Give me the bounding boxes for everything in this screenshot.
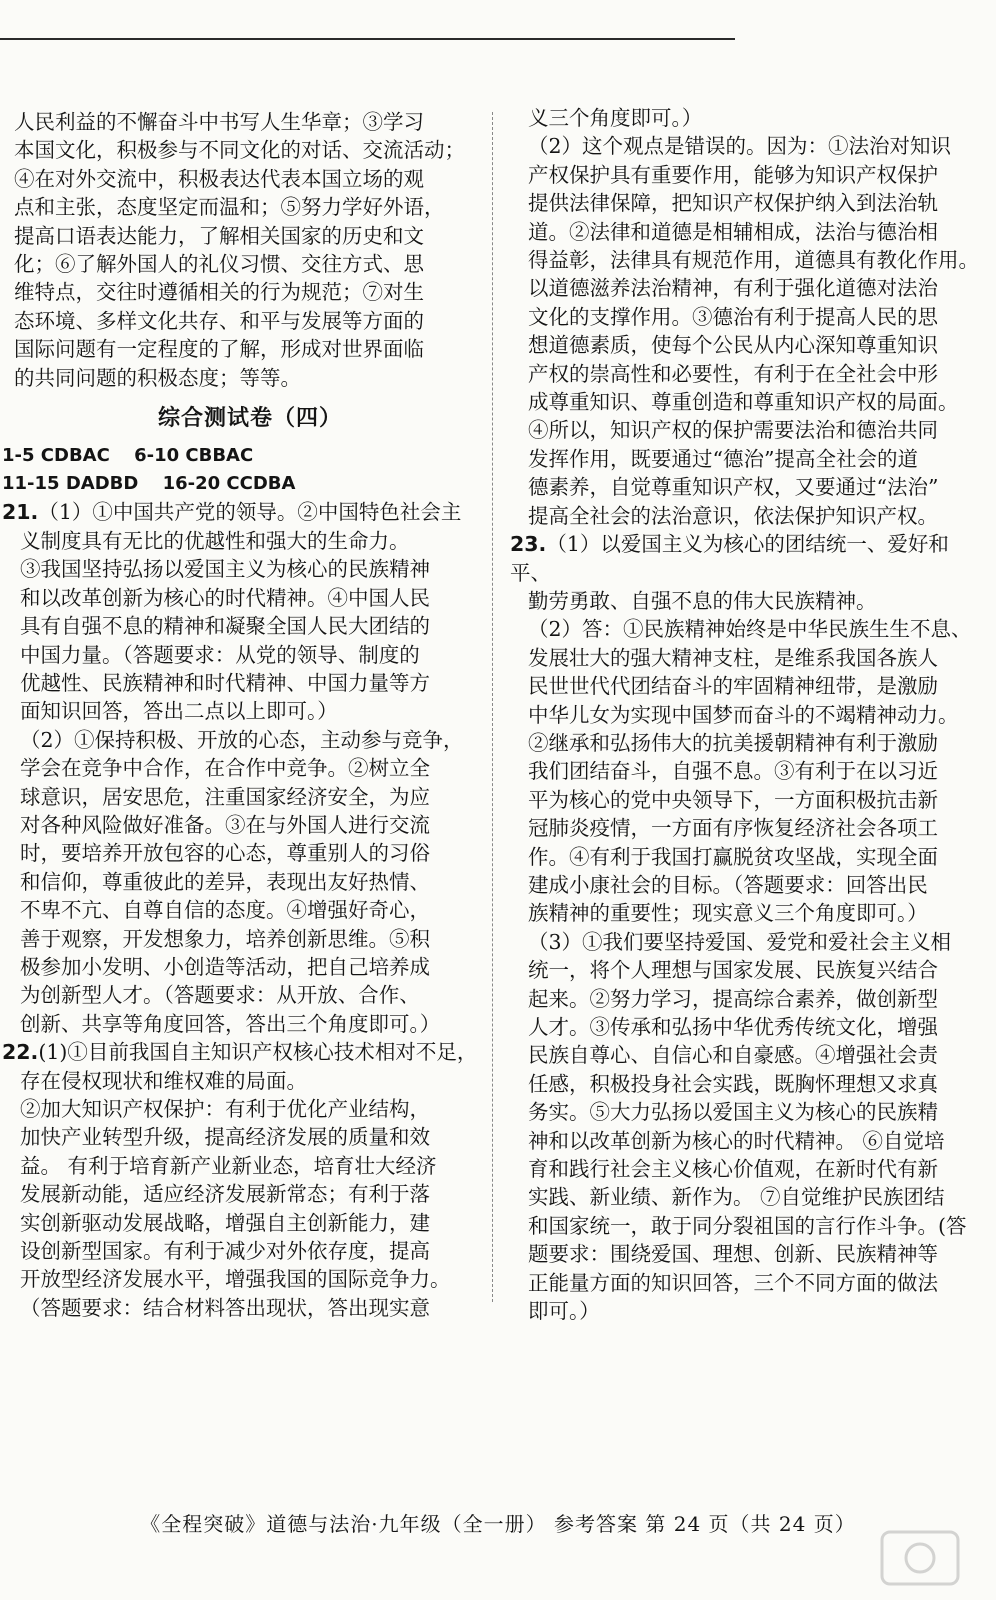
text-line: 提高口语表达能力，了解相关国家的历史和文: [14, 223, 424, 248]
text-line: 作。④有利于我国打赢脱贫攻坚战，实现全面: [528, 844, 938, 869]
question-21: [2, 498, 486, 1038]
text-line: 善于观察，开发想象力，培养创新思维。⑤积: [20, 926, 430, 951]
text-line: 成尊重知识、尊重创造和尊重知识产权的局面。: [528, 390, 959, 415]
text-line: （3）①我们要坚持爱国、爱党和爱社会主义相: [528, 929, 952, 954]
text-line: 民族自尊心、自信心和自豪感。④增强社会责: [528, 1043, 938, 1068]
question-23: [510, 530, 980, 1325]
text-line: 点和主张，态度坚定而温和；⑤努力学好外语，: [14, 195, 445, 220]
text-line: 维特点，交往时遵循相关的行为规范；⑦对生: [14, 280, 424, 305]
text-line: 创新、共享等角度回答，答出三个角度即可。）: [20, 1011, 441, 1036]
text-line: 我们团结奋斗，自强不息。③有利于在以习近: [528, 759, 938, 784]
question-22: [2, 1038, 486, 1322]
text-line: 务实。⑤大力弘扬以爱国主义为核心的民族精: [528, 1100, 938, 1125]
text-line: 得益彰，法律具有规范作用，道德具有教化作用。: [528, 248, 979, 273]
answer-block: [510, 132, 980, 530]
text-line: [2, 498, 486, 526]
text-line: （答题要求：结合材料答出现状，答出现实意: [20, 1295, 430, 1320]
text-line: 的共同问题的积极态度；等等。: [14, 365, 301, 390]
text-line: 面知识回答，答出二点以上即可。）: [20, 699, 338, 724]
watermark-logo-icon: [880, 1530, 960, 1586]
text-line: 态环境、多样文化共存、和平与发展等方面的: [14, 308, 424, 333]
text-line: ②加大知识产权保护：有利于优化产业结构，: [20, 1097, 430, 1121]
column-divider: [492, 112, 493, 1302]
text-line: 加快产业转型升级，提高经济发展的质量和效: [20, 1125, 430, 1150]
text-line: 对各种风险做好准备。③在与外国人进行交流: [20, 812, 430, 837]
text-line: 勤劳勇敢、自强不息的伟大民族精神。: [528, 588, 877, 613]
text-line: 本国文化，积极参与不同文化的对话、交流活动；: [14, 138, 465, 163]
text-line: 建成小康社会的目标。（答题要求：回答出民: [528, 872, 928, 897]
answer-block: [2, 1067, 486, 1323]
text-span: （1）以爱国主义为核心的团结统一、爱好和平、: [510, 532, 949, 585]
text-line: 育和践行社会主义核心价值观，在新时代有新: [528, 1157, 938, 1182]
text-line: 产权保护具有重要作用，能够为知识产权保护: [528, 162, 938, 187]
text-line: 提高全社会的法治意识，依法保护知识产权。: [528, 503, 938, 528]
answer-block: [510, 587, 980, 1326]
text-line: （2）这个观点是错误的。因为：①法治对知识: [528, 134, 952, 159]
text-line: （2）答：①民族精神始终是中华民族生生不息、: [528, 617, 972, 642]
mc-group: 6-10 CBBAC: [134, 445, 254, 467]
text-line: 神和以改革创新为核心的时代精神。 ⑥自觉培: [528, 1128, 945, 1153]
text-line: 开放型经济发展水平，增强我国的国际竞争力。: [20, 1267, 451, 1292]
text-line: ④在对外交流中，积极表达代表本国立场的观: [14, 166, 424, 191]
text-line: 正能量方面的知识回答，三个不同方面的做法: [528, 1270, 938, 1295]
multiple-choice-answers: [2, 442, 486, 498]
text-line: 任感，积极投身社会实践，既胸怀理想又求真: [528, 1071, 938, 1096]
mc-row: [2, 470, 486, 498]
answer-block: [2, 527, 486, 1038]
text-line: 统一，将个人理想与国家发展、民族复兴结合: [528, 958, 938, 983]
text-line: 起来。②努力学习，提高综合素养，做创新型: [528, 986, 938, 1011]
text-line: 极参加小发明、小创造等活动，把自己培养成: [20, 954, 430, 979]
text-line: [510, 530, 980, 587]
text-line: 设创新型国家。有利于减少对外依存度，提高: [20, 1239, 430, 1264]
text-line: 人民利益的不懈奋斗中书写人生华章；③学习: [14, 110, 424, 134]
text-line: 题要求：围绕爱国、理想、创新、民族精神等: [528, 1242, 938, 1267]
mc-group: 11-15 DADBD: [2, 473, 139, 495]
text-line: ②继承和弘扬伟大的抗美援朝精神有利于激励: [528, 730, 938, 755]
text-line: 冠肺炎疫情，一方面有序恢复经济社会各项工: [528, 816, 938, 841]
text-line: 时，要培养开放包容的心态，尊重别人的习俗: [20, 841, 430, 866]
text-line: 民世世代代团结奋斗的牢固精神纽带，是激励: [528, 674, 938, 699]
mc-group: 16-20 CCDBA: [162, 473, 296, 495]
text-line: 发展壮大的强大精神支柱，是维系我国各族人: [528, 645, 938, 670]
text-line: 不卑不亢、自尊自信的态度。④增强好奇心，: [20, 898, 430, 923]
question-number: 23.: [510, 532, 547, 557]
text-line: （2）①保持积极、开放的心态，主动参与竞争，: [20, 727, 464, 752]
text-line: 和国家统一，敢于同分裂祖国的言行作斗争。(答: [528, 1213, 967, 1238]
text-line: 文化的支撑作用。③德治有利于提高人民的思: [528, 304, 938, 329]
text-line: 和信仰，尊重彼此的差异，表现出友好热情、: [20, 869, 430, 894]
text-line: 实创新驱动发展战略，增强自主创新能力，建: [20, 1210, 430, 1235]
text-line: [2, 1038, 486, 1066]
text-line: 平为核心的党中央领导下，一方面积极抗击新: [528, 787, 938, 812]
text-line: 和以改革创新为核心的时代精神。④中国人民: [20, 585, 430, 610]
text-line: 义制度具有无比的优越性和强大的生命力。: [20, 528, 410, 553]
mc-group: 1-5 CDBAC: [2, 445, 110, 467]
text-line: ④所以，知识产权的保护需要法治和德治共同: [528, 418, 938, 443]
text-line: 实践、新业绩、新作为。 ⑦自觉维护民族团结: [528, 1185, 945, 1210]
page-footer: 《全程突破》道德与法治·九年级（全一册） 参考答案 第 24 页（共 24 页）: [140, 1512, 856, 1536]
text-line: 发展新动能，适应经济发展新常态；有利于落: [20, 1182, 430, 1207]
text-line: 义三个角度即可。）: [528, 106, 703, 130]
text-span: (1)①目前我国自主知识产权核心技术相对不足，: [38, 1040, 478, 1065]
text-line: 国际问题有一定程度的了解，形成对世界面临: [14, 337, 424, 362]
text-line: 益。 有利于培育新产业新业态，培育壮大经济: [20, 1153, 437, 1178]
text-line: 优越性、民族精神和时代精神、中国力量等方: [20, 670, 430, 695]
text-span: （1）①中国共产党的领导。②中国特色社会主: [38, 500, 462, 525]
text-line: 道。②法律和道德是相辅相成，法治与德治相: [528, 219, 938, 244]
mc-row: [2, 442, 486, 470]
question-number: 22.: [2, 1040, 39, 1065]
left-column: [2, 108, 486, 1322]
section-title: 综合测试卷（四）: [157, 405, 342, 432]
right-column: [510, 104, 980, 1325]
text-line: 具有自强不息的精神和凝聚全国人民大团结的: [20, 614, 430, 639]
text-line: 球意识，居安思危，注重国家经济安全，为应: [20, 784, 430, 809]
text-line: 化；⑥了解外国人的礼仪习惯、交往方式、思: [14, 252, 424, 277]
text-line: 德素养，自觉尊重知识产权，又要通过“法治”: [528, 475, 939, 500]
text-line: 中华儿女为实现中国梦而奋斗的不竭精神动力。: [528, 702, 959, 727]
text-line: 发挥作用，既要通过“德治”提高全社会的道: [528, 446, 918, 471]
text-line: ③我国坚持弘扬以爱国主义为核心的民族精神: [20, 557, 430, 582]
carryover-paragraph: [14, 108, 486, 392]
text-line: 想道德素质，使每个公民从内心深知尊重知识: [528, 333, 938, 358]
watermark-graphic: [880, 1530, 960, 1586]
text-line: 人才。③传承和弘扬中华优秀传统文化，增强: [528, 1015, 938, 1039]
text-line: 产权的崇高性和必要性，有利于在全社会中形: [528, 361, 938, 386]
text-line: 提供法律保障，把知识产权保护纳入到法治轨: [528, 191, 938, 216]
text-line: 为创新型人才。（答题要求：从开放、合作、: [20, 983, 420, 1008]
text-line: 族精神的重要性；现实意义三个角度即可。）: [528, 901, 928, 926]
text-line: 学会在竞争中合作，在合作中竞争。②树立全: [20, 756, 430, 781]
text-line: 存在侵权现状和维权难的局面。: [20, 1068, 307, 1093]
text-line: 以道德滋养法治精神，有利于强化道德对法治: [528, 276, 938, 301]
text-line: 即可。）: [528, 1299, 600, 1324]
text-line: 中国力量。（答题要求：从党的领导、制度的: [20, 642, 420, 667]
top-rule: [0, 38, 735, 40]
question-number: 21.: [2, 500, 39, 525]
